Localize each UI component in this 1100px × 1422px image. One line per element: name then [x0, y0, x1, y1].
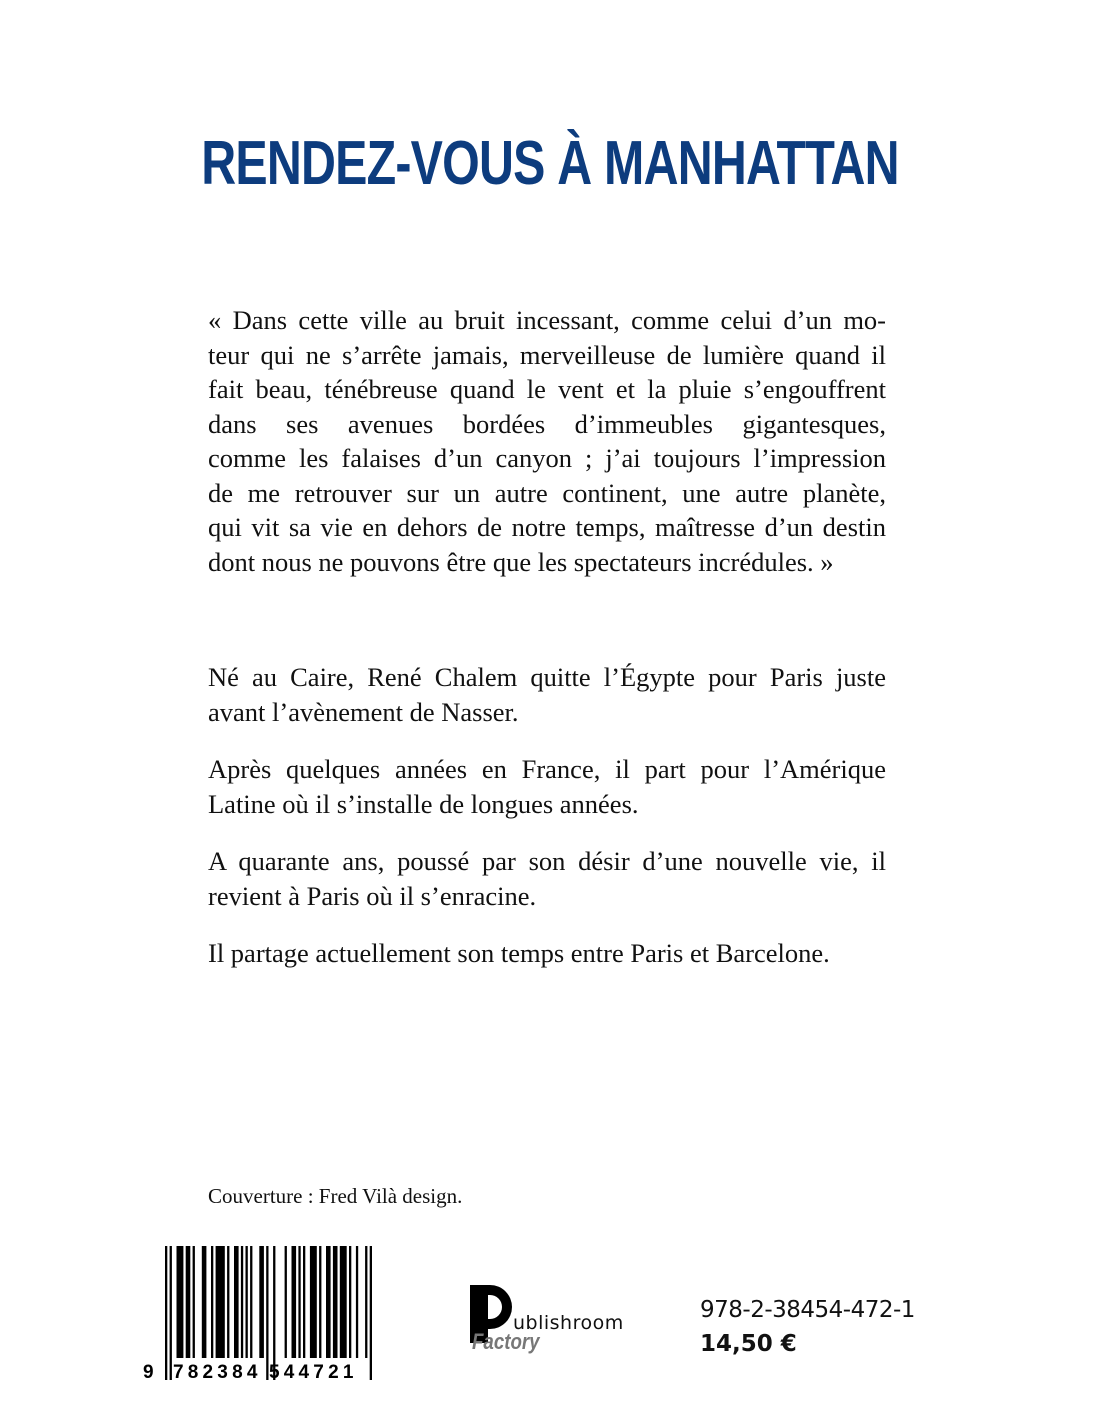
author-biography: [208, 660, 886, 994]
barcode-bar: [319, 1246, 321, 1358]
logo-p-bowl: [480, 1285, 512, 1329]
back-cover-quote: [208, 303, 886, 579]
logo-word-factory: Factory: [472, 1329, 540, 1354]
bio-paragraph: Il partage actuellement son temps entre Paris et Barcelone.: [208, 938, 830, 968]
barcode-bar: [349, 1246, 351, 1358]
barcode-bar: [266, 1246, 268, 1380]
barcode-bar: [234, 1246, 239, 1358]
barcode-left-digits: 782384: [173, 1362, 262, 1380]
quote-line: teur qui ne s’arrête jamais, merveilleuse de lumière quand il: [208, 339, 886, 370]
barcode-bar: [246, 1246, 248, 1358]
publishroom-factory-logo: [470, 1285, 624, 1370]
book-title: RENDEZ-VOUS À MANHATTAN: [201, 129, 899, 198]
barcode-bar: [165, 1246, 167, 1380]
isbn-number: 978-2-38454-472-1: [700, 1297, 915, 1323]
isbn-barcode: [143, 1246, 388, 1380]
barcode-bar: [259, 1246, 264, 1358]
quote-line: « Dans cette ville au bruit incessant, comme celui d’un mo-: [208, 305, 886, 335]
barcode-bar: [303, 1246, 305, 1358]
cover-credit: Couverture : Fred Vilà design.: [208, 1184, 463, 1208]
bio-paragraph: Après quelques années en France, il part pour l’Amérique Latine où il s’installe de longues années.: [208, 754, 886, 819]
barcode-bar: [227, 1246, 229, 1358]
logo-word-publishroom: ublishroom: [513, 1312, 624, 1334]
barcode-bar: [356, 1246, 358, 1358]
barcode-bar: [216, 1246, 225, 1358]
quote-line: dont nous ne pouvons être que les spectateurs incrédules. »: [208, 546, 834, 577]
quote-line: comme les falaises d’un canyon ; j’ai toujours l’impression: [208, 443, 886, 473]
barcode-bar: [365, 1246, 367, 1358]
bio-paragraph: Né au Caire, René Chalem quitte l’Égypte pour Paris juste avant l’avènement de Nasser.: [208, 662, 886, 727]
barcode-bar: [310, 1246, 317, 1358]
barcode-bar: [193, 1246, 195, 1358]
barcode-bar: [285, 1246, 287, 1358]
barcode-bar: [370, 1246, 372, 1380]
barcode-bar: [333, 1246, 338, 1358]
barcode-bars: [165, 1246, 372, 1380]
logo-factory-rest: actory: [483, 1329, 540, 1354]
barcode-bar: [326, 1246, 331, 1358]
barcode-bar: [292, 1246, 297, 1358]
barcode-bar: [170, 1246, 172, 1380]
barcode-bar: [202, 1246, 207, 1358]
quote-line: dans ses avenues bordées d’immeubles gigantesques,: [208, 408, 886, 439]
quote-line: qui vit sa vie en dehors de notre temps, maîtresse d’un destin: [208, 512, 886, 542]
barcode-bar: [298, 1246, 300, 1358]
barcode-bar: [177, 1246, 184, 1358]
barcode-bar: [186, 1246, 191, 1358]
bio-paragraph: A quarante ans, poussé par son désir d’une nouvelle vie, il revient à Paris où il s’enracine.: [208, 846, 886, 911]
barcode-bar: [211, 1246, 213, 1358]
barcode-bar: [241, 1246, 243, 1358]
price: 14,50 €: [700, 1331, 797, 1357]
barcode-first-digit: 9: [143, 1362, 154, 1380]
barcode-bar: [340, 1246, 347, 1358]
barcode-bar: [250, 1246, 252, 1358]
barcode-right-digits: 544721: [269, 1362, 358, 1380]
quote-line: fait beau, ténébreuse quand le vent et la pluie s’engouffrent: [208, 374, 886, 404]
barcode-bar: [273, 1246, 275, 1380]
quote-line: de me retrouver sur un autre continent, une autre planète,: [208, 477, 886, 508]
